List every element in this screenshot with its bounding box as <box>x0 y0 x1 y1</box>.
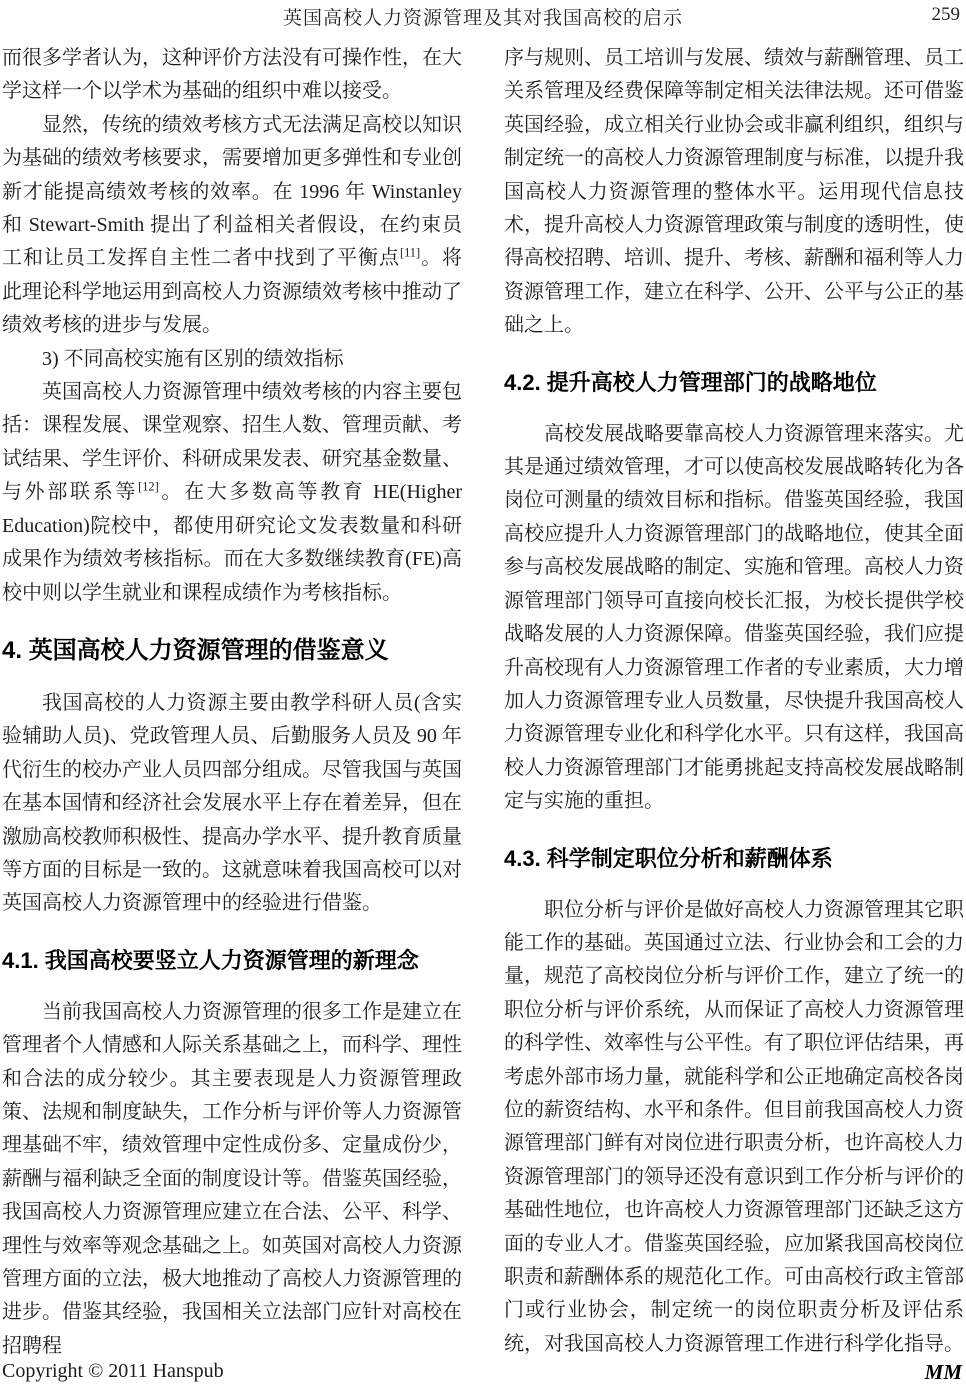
paragraph: 我国高校的人力资源主要由教学科研人员(含实验辅助人员)、党政管理人员、后勤服务人员及 90 年代衍生的校办产业人员四部分组成。尽管我国与英国在基本国情和经济社会发展水平上存在着差异，但在激励高校教师积极性、提高办学水平、提升教育质量等方面的目标是一致的。这就意味着我国高校可以对英国高校人力资源管理中的经验进行借鉴。 <box>2 691 462 915</box>
right-column <box>504 42 964 1363</box>
copyright-notice: Copyright © 2011 Hanspub <box>2 1360 224 1382</box>
paragraph: 职位分析与评价是做好高校人力资源管理其它职能工作的基础。英国通过立法、行业协会和工会的力量，规范了高校岗位分析与评价工作，建立了统一的职位分析与评价系统，从而保证了高校人力资源管理的科学性、效率性与公平性。有了职位评估结果，再考虑外部市场力量，就能科学和公正地确定高校各岗位的薪资结构、水平和条件。但目前我国高校人力资源管理部门鲜有对岗位进行职责分析，也许高校人力资源管理部门的领导还没有意识到工作分析与评价的基础性地位，也许高校人力资源管理部门还缺乏这方面的专业人才。借鉴英国经验，应加紧我国高校岗位职责和薪酬体系的规范化工作。可由高校行政主管部门或行业协会，制定统一的岗位职责分析及评估系统，对我国高校人力资源管理工作进行科学化指导。 <box>504 898 964 1355</box>
citation-ref: [11] <box>399 245 421 260</box>
page-number: 259 <box>931 4 960 25</box>
paragraph: 当前我国高校人力资源管理的很多工作是建立在管理者个人情感和人际关系基础之上，而科学、理性和合法的成分较少。其主要表现是人力资源管理政策、法规和制度缺失，工作分析与评价等人力资源管理基础不牢，绩效管理中定性成份多、定量成份少，薪酬与福利缺乏全面的制度设计等。借鉴英国经验，我国高校人力资源管理应建立在合法、公平、科学、理性与效率等观念基础之上。如英国对高校人力资源管理方面的立法，极大地推动了高校人力资源管理的进步。借鉴其经验，我国相关立法部门应针对高校在招聘程 <box>2 1000 462 1357</box>
page-header <box>0 3 966 33</box>
page-footer <box>2 1360 962 1386</box>
section-heading: 4.1. 我国高校要竖立人力资源管理的新理念 <box>2 947 419 973</box>
section-heading: 4. 英国高校人力资源管理的借鉴意义 <box>2 636 389 664</box>
paragraph: 序与规则、员工培训与发展、绩效与薪酬管理、员工关系管理及经费保障等制定相关法律法规。还可借鉴英国经验，成立相关行业协会或非赢利组织，组织与制定统一的高校人力资源管理制度与标准，以提升我国高校人力资源管理的整体水平。运用现代信息技术，提升高校人力资源管理政策与制度的透明性，使得高校招聘、培训、提升、考核、薪酬和福利等人力资源管理工作，建立在科学、公开、公平与公正的基础之上。 <box>504 47 964 337</box>
journal-mark: MM <box>924 1360 962 1384</box>
running-title: 英国高校人力资源管理及其对我国高校的启示 <box>282 8 683 29</box>
two-column-body <box>2 42 964 1363</box>
paragraph: 3) 不同高校实施有区别的绩效指标 <box>42 347 344 370</box>
section-heading: 4.2. 提升高校人力管理部门的战略地位 <box>504 369 877 395</box>
paragraph: 英国高校人力资源管理中绩效考核的内容主要包括：课程发展、课堂观察、招生人数、管理贡献、考试结果、学生评价、科研成果发表、研究基金数量、与外部联系等[12]。在大多数高等教育 HE(Higher Education)院校中，都使用研究论文发表数量和科研成果作为绩效考核指标。而在大多数继续教育(FE)高校中则以学生就业和课程成绩作为考核指标。 <box>2 381 463 604</box>
section-heading: 4.3. 科学制定职位分析和薪酬体系 <box>504 845 833 871</box>
citation-ref: [12] <box>138 479 159 494</box>
paragraph: 而很多学者认为，这种评价方法没有可操作性，在大学这样一个以学术为基础的组织中难以接受。 <box>2 47 462 103</box>
paragraph: 显然，传统的绩效考核方式无法满足高校以知识为基础的绩效考核要求，需要增加更多弹性和专业创新才能提高绩效考核的效率。在 1996 年 Winstanley 和 Stewart-Smith 提出了利益相关者假设，在约束员工和让员工发挥自主性二者中找到了平衡点[11]。将此理论科学地运用到高校人力资源绩效考核中推动了绩效考核的进步与发展。 <box>2 113 463 337</box>
left-column <box>2 42 462 1363</box>
paragraph: 高校发展战略要靠高校人力资源管理来落实。尤其是通过绩效管理，才可以使高校发展战略转化为各岗位可测量的绩效目标和指标。借鉴英国经验，我国高校应提升人力资源管理部门的战略地位，使其全面参与高校发展战略的制定、实施和管理。高校人力资源管理部门领导可直接向校长汇报，为校长提供学校战略发展的人力资源保障。借鉴英国经验，我们应提升高校现有人力资源管理工作者的专业素质，大力增加人力资源管理专业人员数量，尽快提升我国高校人力资源管理专业化和科学化水平。只有这样，我国高校人力资源管理部门才能勇挑起支持高校发展战略制定与实施的重担。 <box>504 422 964 813</box>
